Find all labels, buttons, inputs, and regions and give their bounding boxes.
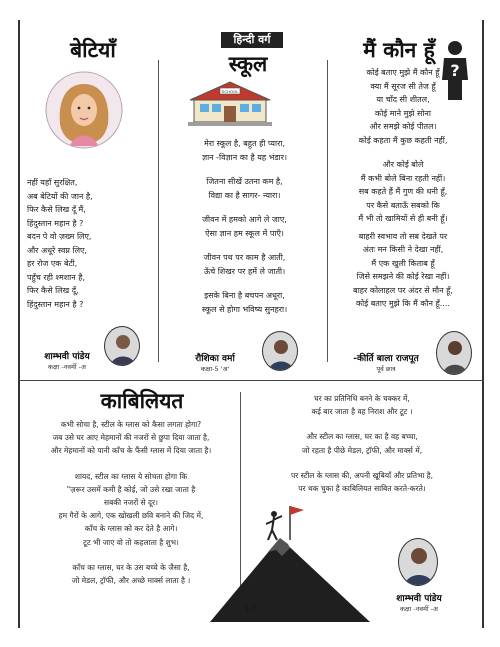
school-author-name: रौशिका वर्मा [195, 354, 235, 364]
poem-line: जीवन पथ पर काम है आती, [203, 253, 286, 262]
betiyan-author-name: शाम्भवी पांडेय [44, 352, 90, 362]
poem-line: बदन पे वो ज़ख्म लिए, [27, 232, 92, 241]
kabiliyat-title: काबिलियत [100, 388, 184, 413]
poem-line: मैं भी तो खामियों से ही बनी हूँ। [358, 214, 448, 223]
mountain-climber-illustration [210, 500, 370, 622]
poem-line: और समझे कोई पीतल। [369, 122, 437, 131]
school-title: स्कूल [228, 51, 268, 76]
poem-line: पर कैसे बताऊँ सबको कि [366, 200, 440, 210]
column-divider [158, 60, 159, 362]
main-kaun-author-name: -कीर्ति बाला राजपूत [353, 354, 419, 364]
section-header: हिन्दी वर्ग [221, 32, 283, 48]
column-divider [327, 60, 328, 362]
question-mark-glyph: ? [450, 61, 460, 80]
poem-line: मेरा स्कूल है, बहुत ही प्यारा, [203, 139, 286, 148]
poem-line: क्या मैं सूरज सी तेज हूँ [370, 81, 436, 91]
poem-stanza [162, 137, 327, 164]
poem-stanza [162, 175, 327, 202]
poem-line: कोई बताए मुझे मैं कौन हूँ [366, 68, 440, 77]
poem-line: नहीं यहाँ सुरक्षित, [27, 178, 78, 187]
poem-line: ऊँचे शिखर पर हमें ले जाती। [203, 266, 286, 276]
poem-line: शायद, स्टील का ग्लास ये सोचता होगा कि [74, 471, 188, 481]
poem-line: पहुँच रही श्मशान है, [27, 272, 86, 282]
poem-line: फिर कैसे लिख दूँ मैं, [27, 205, 86, 214]
main-kaun-author-class: पूर्व छात्र [376, 365, 396, 373]
poem-line: या चाँद सी शीतल, [376, 95, 430, 104]
poem-line: "ज़रूर उसमें कमी है कोई, जो उसे रखा जाता है [66, 484, 196, 494]
poem-line: पर स्टील के ग्लास की, अपनी खूबियाँ और प्रतिभा है, [290, 470, 434, 480]
poem-line: ज्ञान -विज्ञान का है यह भंडार। [201, 152, 288, 162]
page-number: 17 [243, 605, 257, 615]
poem-line: कभी सोचा है, स्टील के ग्लास को कैसा लगता होगा? [60, 420, 202, 429]
poem-stanza [162, 213, 327, 240]
poem-stanza [26, 561, 236, 587]
poem-line: स्कूल से होगा भविष्य सुनहरा। [201, 304, 288, 314]
girl-illustration [34, 70, 134, 150]
betiyan-poem [27, 176, 152, 311]
poem-line: हिंदुस्तान महान है ? [27, 299, 84, 309]
poem-line: जो मेडल, ट्रॉफी, और अच्छे मार्क्स लाता है । [71, 576, 191, 586]
poem-line: टूट भी जाए वो तो कहलाता है शुभ। [83, 537, 179, 547]
main-kaun-title: मैं कौन हूँ [363, 37, 435, 62]
kabiliyat-author-class: कक्षा -नवमीं -अ [400, 605, 438, 613]
author-photo [262, 331, 298, 371]
poem-line: जिसे समझने की कोई रेखा नहीं। [356, 272, 450, 281]
poem-line: घर का प्रतिनिधि बनने के चक्कर में, [314, 394, 410, 403]
author-photo [398, 538, 438, 586]
poem-line: जब उसे घर आए मेहमानों की नजरों से छुपा दिया जाता है, [52, 433, 210, 443]
poem-line: और स्टील का ग्लास, घर का है वह बच्चा, [306, 432, 418, 442]
poem-line: काँच के ग्लास को कर देते है आगे। [84, 524, 178, 534]
school-author-class: कक्षा-5 'अ' [200, 365, 230, 373]
poem-line: मैं कभी बोले बिना रहती नहीं। [360, 173, 446, 183]
poem-stanza [162, 289, 327, 316]
poem-line: काँच का ग्लास, घर के उस बच्चे के जैसा है, [72, 562, 190, 572]
poem-line: जीवन में हमको आगे ले जाए, [202, 215, 287, 224]
poem-line: सबकी नजरों से दूर। [104, 498, 158, 508]
poem-line: कोई बताए मुझे कि मैं कौन हूँ.... [356, 299, 450, 308]
poem-stanza [26, 470, 236, 549]
poem-stanza [162, 251, 327, 278]
kabiliyat-author-name: शाम्भवी पांडेय [396, 594, 442, 604]
poem-stanza [246, 392, 478, 418]
poem-line: बाहरी स्वभाव तो सब देखते पर [358, 231, 448, 241]
poem-line: और मेहमानों को पानी काँच के फैंसी ग्लास में दिया जाता है। [50, 446, 212, 456]
school-sign-text: SCHOOL [221, 89, 239, 94]
poem-line: हिंदुस्तान महान है ? [27, 218, 84, 228]
poem-line: कोई माने मुझे सोना [375, 108, 431, 118]
poem-line: हर रोज एक बेटी, [27, 259, 78, 268]
kabiliyat-left-text [26, 418, 236, 598]
poem-line: अंतः मन किसी ने देखा नहीं, [362, 245, 444, 254]
author-photo [436, 331, 472, 375]
main-kaun-poem [330, 66, 476, 322]
poem-line: ऐसा ज्ञान हम स्कूल में पाएँ। [205, 228, 284, 238]
school-poem [162, 137, 327, 327]
poem-line: और कोई बोले [382, 160, 424, 169]
poem-stanza [330, 230, 476, 311]
poem-line: मैं एक खुली किताब हूँ [371, 258, 435, 268]
poem-line: फिर कैसे लिख दूँ, [27, 286, 79, 295]
betiyan-title: बेटियाँ [70, 37, 116, 62]
poem-line: इसके बिना है बचपन अधूरा, [204, 291, 285, 300]
poem-line: कोई कहता मैं कुछ कहती नहीं, [358, 135, 448, 145]
betiyan-author-class: कक्षा -नवमीं -अ [48, 363, 86, 371]
poem-line: अब बेटियों की जान है, [27, 191, 93, 201]
poem-stanza [330, 158, 476, 226]
poem-stanza [330, 66, 476, 147]
poem-line: जो रहता है पीछे मेडल, ट्रॉफी, और मार्क्स में, [301, 445, 423, 455]
poem-line: पर थक चुका है काबिलियत साबित करते-करते। [298, 484, 426, 494]
poem-line: बाहर कोलाहल पर अंदर से मौन हूँ, [353, 285, 453, 295]
poem-stanza [246, 430, 478, 456]
poem-line: कई बार जाता है वह निराश और टूट । [311, 407, 413, 417]
poem-line: सब कहते हैं मैं गुण की धनी हूँ, [358, 187, 448, 196]
school-building-icon [188, 78, 272, 126]
poem-stanza [26, 418, 236, 458]
poem-line: जितना सीखें उतना कम है, [206, 177, 283, 186]
poem-line: हम गैरों के आगे, एक खोखली छवि बनाने की जिद में, [58, 511, 204, 521]
poem-line: और अधूरे स्वप्न लिए, [27, 245, 87, 255]
poem-stanza [246, 469, 478, 495]
kabiliyat-right-text [246, 392, 478, 506]
section-divider [18, 380, 484, 381]
poem-line: विद्या का है सागर- न्यारा। [208, 190, 281, 200]
author-photo [104, 326, 140, 366]
